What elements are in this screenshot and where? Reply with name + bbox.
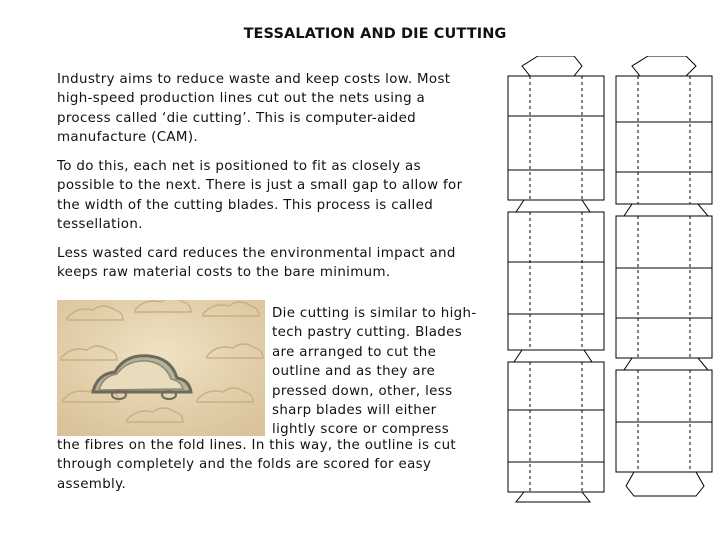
net-column-b-3	[616, 358, 712, 496]
net-column-a-3	[508, 362, 604, 502]
pastry-cutter-photo	[57, 300, 265, 436]
pastry-cutter-illustration	[57, 300, 265, 436]
die-cutting-text: Die cutting is similar to high-tech pastry cutting. Blades are arranged to cut the outline and as they are pressed down, other, less sharp blades will either lightly score or compress	[272, 306, 477, 438]
page-title: TESSALATION AND DIE CUTTING	[243, 26, 507, 42]
net-column-a	[508, 56, 604, 212]
tessellated-box-nets-diagram	[500, 56, 718, 504]
net-column-b-2	[616, 204, 712, 358]
die-cutting-text-continued: the fibres on the fold lines. In this way, the outline is cut through completely and the folds are scored for easy assembly.	[57, 438, 457, 492]
paragraph-environment: Less wasted card reduces the environmental impact and keeps raw material costs to the bare minimum.	[57, 246, 456, 281]
net-column-a-2	[508, 212, 604, 362]
paragraph-intro: Industry aims to reduce waste and keep costs low. Most high-speed production lines cut out the nets using a process called ‘die cutting’. This is computer-aided manufacture (CAM).	[57, 72, 451, 146]
net-column-b	[616, 56, 712, 204]
paragraph-tessellation: To do this, each net is positioned to fit as closely as possible to the next. There is just a small gap to allow for the width of the cutting blades. This process is called tessellation.	[57, 159, 463, 233]
